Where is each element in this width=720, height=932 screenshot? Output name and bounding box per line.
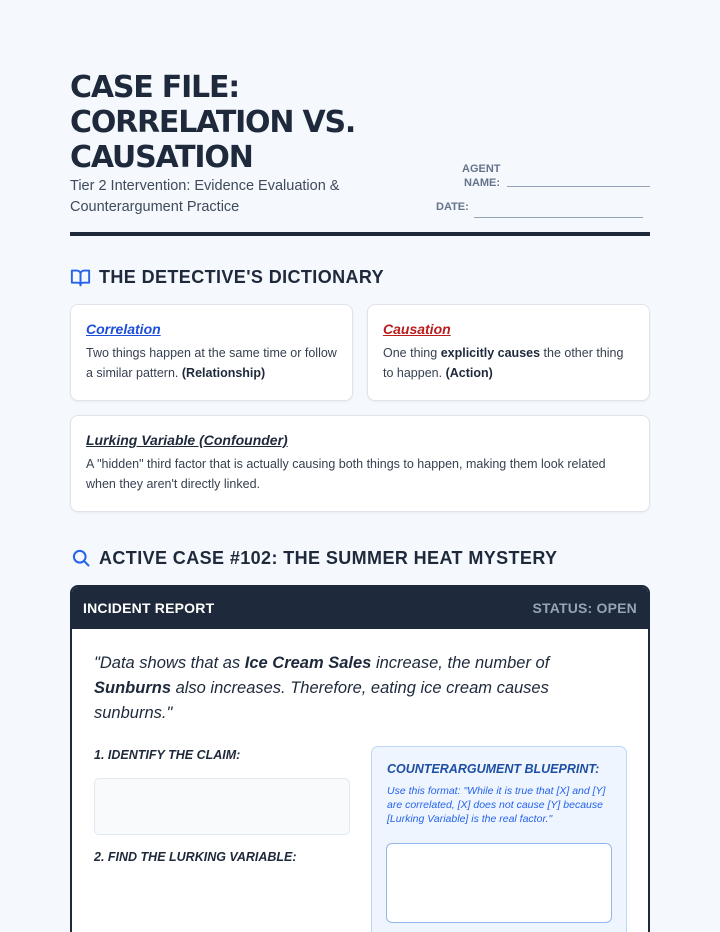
- causation-term: Causation: [383, 321, 451, 337]
- date-field[interactable]: [474, 217, 643, 218]
- worksheet-page: [70, 0, 650, 932]
- agent-label-line-1: AGENT: [462, 163, 501, 175]
- correlation-def-text: Two things happen at the same time or follow a similar pattern.: [86, 346, 337, 380]
- lurking-variable-term: Lurking Variable (Confounder): [86, 432, 288, 448]
- case-heading: [70, 546, 557, 570]
- correlation-definition: [86, 343, 337, 383]
- quote-emphasis-2: Sunburns: [94, 679, 171, 697]
- lurking-variable-definition: A "hidden" third factor that is actually causing both things to happen, making them look related when they aren't directly linked.: [86, 457, 606, 491]
- incident-report-bar: [72, 587, 648, 629]
- page-title: [70, 70, 450, 175]
- magnifier-icon: [70, 548, 91, 569]
- blueprint-title: COUNTERARGUMENT BLUEPRINT:: [387, 762, 600, 776]
- causation-def-tag: (Action): [445, 366, 493, 380]
- header-divider: [70, 232, 650, 236]
- book-icon: [70, 267, 91, 288]
- lurking-variable-label: 2. FIND THE LURKING VARIABLE:: [94, 850, 297, 864]
- correlation-def-tag: (Relationship): [181, 366, 266, 380]
- correlation-card: [70, 304, 353, 401]
- quote-emphasis-1: Ice Cream Sales: [244, 654, 372, 672]
- causation-def-text: One thing: [383, 346, 441, 360]
- counterargument-blueprint: [371, 746, 627, 932]
- agent-name-field[interactable]: [507, 186, 650, 187]
- agent-label-line-2: NAME:: [464, 177, 501, 189]
- date-label: DATE:: [436, 201, 469, 213]
- title-line-3: CAUSATION: [70, 140, 253, 175]
- case-heading-label: ACTIVE CASE #102: THE SUMMER HEAT MYSTERY: [99, 547, 558, 568]
- lurking-variable-card: [70, 415, 650, 512]
- title-line-1: CASE FILE:: [70, 70, 240, 105]
- quote-text-3: also increases. Therefore, eating ice cream causes sunburns.": [94, 679, 549, 722]
- quote-text-1: "Data shows that as: [94, 654, 245, 672]
- quote-text-2: increase, the number of: [371, 654, 550, 672]
- causation-definition: [383, 343, 634, 383]
- identify-claim-label: 1. IDENTIFY THE CLAIM:: [94, 748, 241, 762]
- causation-def-text-2: the other thing to happen.: [383, 346, 624, 380]
- dictionary-heading: [70, 265, 384, 289]
- counterargument-input[interactable]: [386, 843, 612, 923]
- identify-claim-input[interactable]: [94, 778, 350, 835]
- status-badge: STATUS: OPEN: [532, 600, 637, 616]
- causation-card: [367, 304, 650, 401]
- agent-name-label: [462, 162, 510, 190]
- correlation-term: Correlation: [86, 321, 161, 337]
- blueprint-instructions: Use this format: "While it is true that [X] and [Y] are correlated, [X] does not cause [Y] because [Lurking Variable] is the real factor.": [387, 785, 606, 825]
- incident-report-title: INCIDENT REPORT: [83, 600, 215, 616]
- title-line-2: CORRELATION VS.: [70, 105, 356, 140]
- page-subtitle: Tier 2 Intervention: Evidence Evaluation & Counterargument Practice: [70, 178, 340, 215]
- dictionary-heading-label: THE DETECTIVE'S DICTIONARY: [99, 266, 385, 287]
- causation-def-emphasis: explicitly causes: [440, 346, 541, 360]
- incident-report: [70, 585, 650, 932]
- case-quote: [94, 651, 574, 726]
